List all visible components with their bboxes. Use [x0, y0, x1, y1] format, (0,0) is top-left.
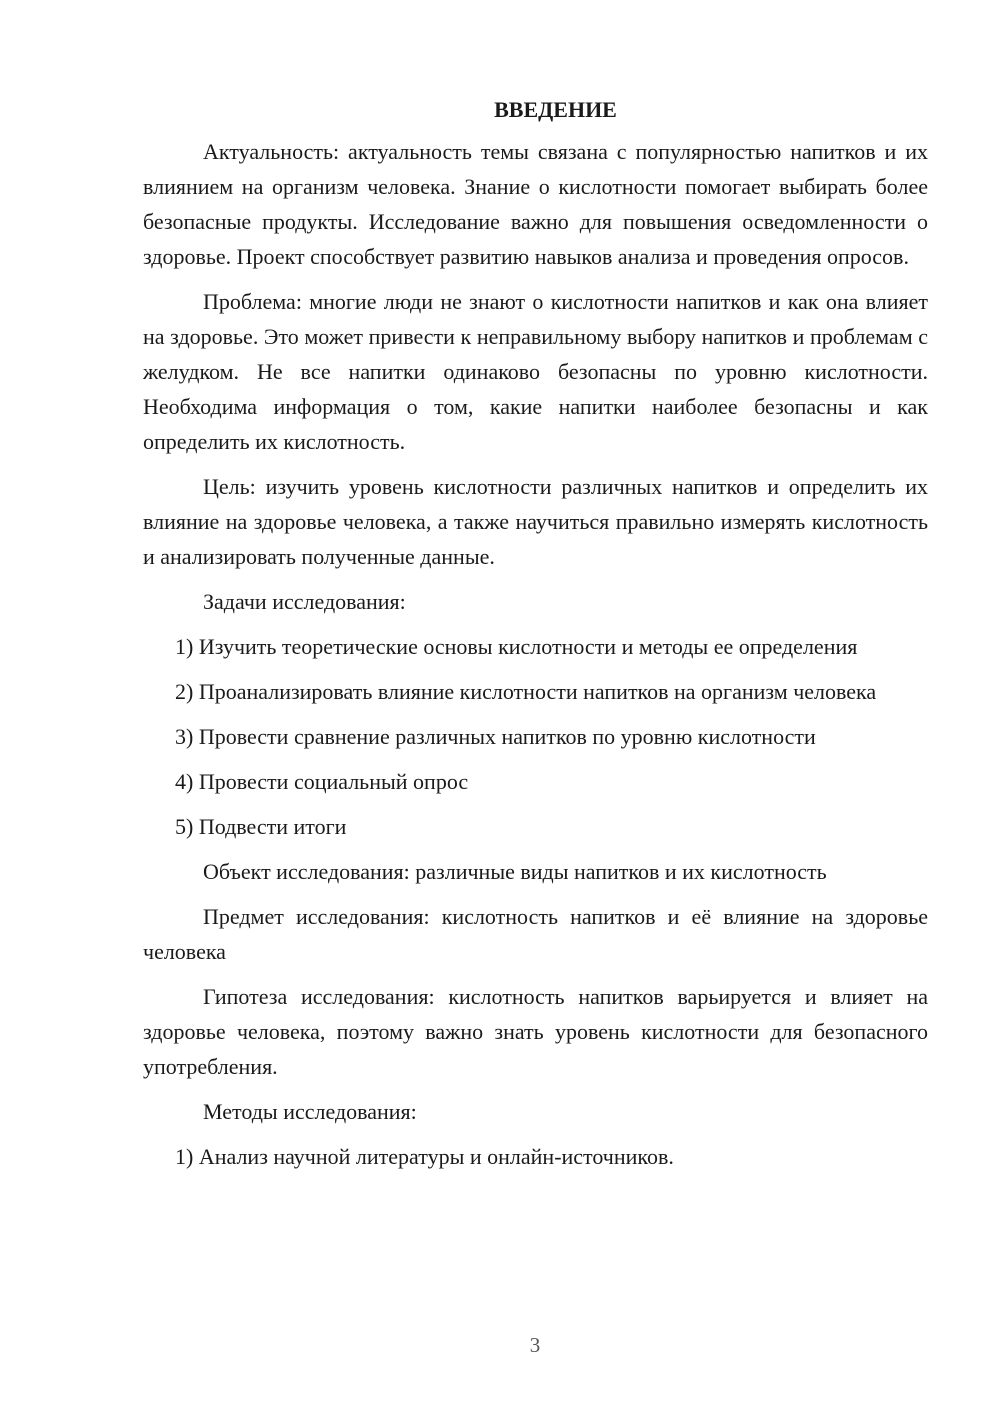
paragraph-relevance: Актуальность: актуальность темы связана с популярностью напитков и их влиянием на организм человека. Знание о кислотности помогает выбирать более безопасные продукты. Исследование важно для повышения осведомленности о здоровье. Проект способствует развитию навыков анализа и проведения опросов. — [143, 139, 928, 269]
paragraph-hypothesis: Гипотеза исследования: кислотность напитков варьируется и влияет на здоровье человека, поэтому важно знать уровень кислотности для безопасного употребления. — [143, 984, 928, 1079]
task-item-1: 1) Изучить теоретические основы кислотности и методы ее определения — [175, 634, 858, 659]
paragraph-object: Объект исследования: различные виды напитков и их кислотность — [203, 859, 827, 884]
paragraph-problem: Проблема: многие люди не знают о кислотности напитков и как она влияет на здоровье. Это может привести к неправильному выбору напитков и проблемам с желудком. Не все напитки одинаково безопасны по уровню кислотности. Необходима информация о том, какие напитки наиболее безопасны и как определить их кислотность. — [143, 289, 928, 454]
document-page — [143, 92, 928, 1184]
task-item-2: 2) Проанализировать влияние кислотности напитков на организм человека — [175, 679, 877, 704]
task-item-3: 3) Провести сравнение различных напитков по уровню кислотности — [175, 724, 816, 749]
paragraph-goal: Цель: изучить уровень кислотности различных напитков и определить их влияние на здоровье человека, а также научиться правильно измерять кислотность и анализировать полученные данные. — [143, 474, 928, 569]
paragraph-subject: Предмет исследования: кислотность напитков и её влияние на здоровье человека — [143, 904, 928, 964]
task-item-4: 4) Провести социальный опрос — [175, 769, 469, 794]
page-number: 3 — [529, 1333, 541, 1357]
methods-heading: Методы исследования: — [203, 1099, 417, 1124]
tasks-heading: Задачи исследования: — [203, 589, 406, 614]
task-item-5: 5) Подвести итоги — [175, 814, 347, 839]
method-item-1: 1) Анализ научной литературы и онлайн-источников. — [175, 1144, 674, 1169]
section-title: ВВЕДЕНИЕ — [494, 97, 617, 122]
